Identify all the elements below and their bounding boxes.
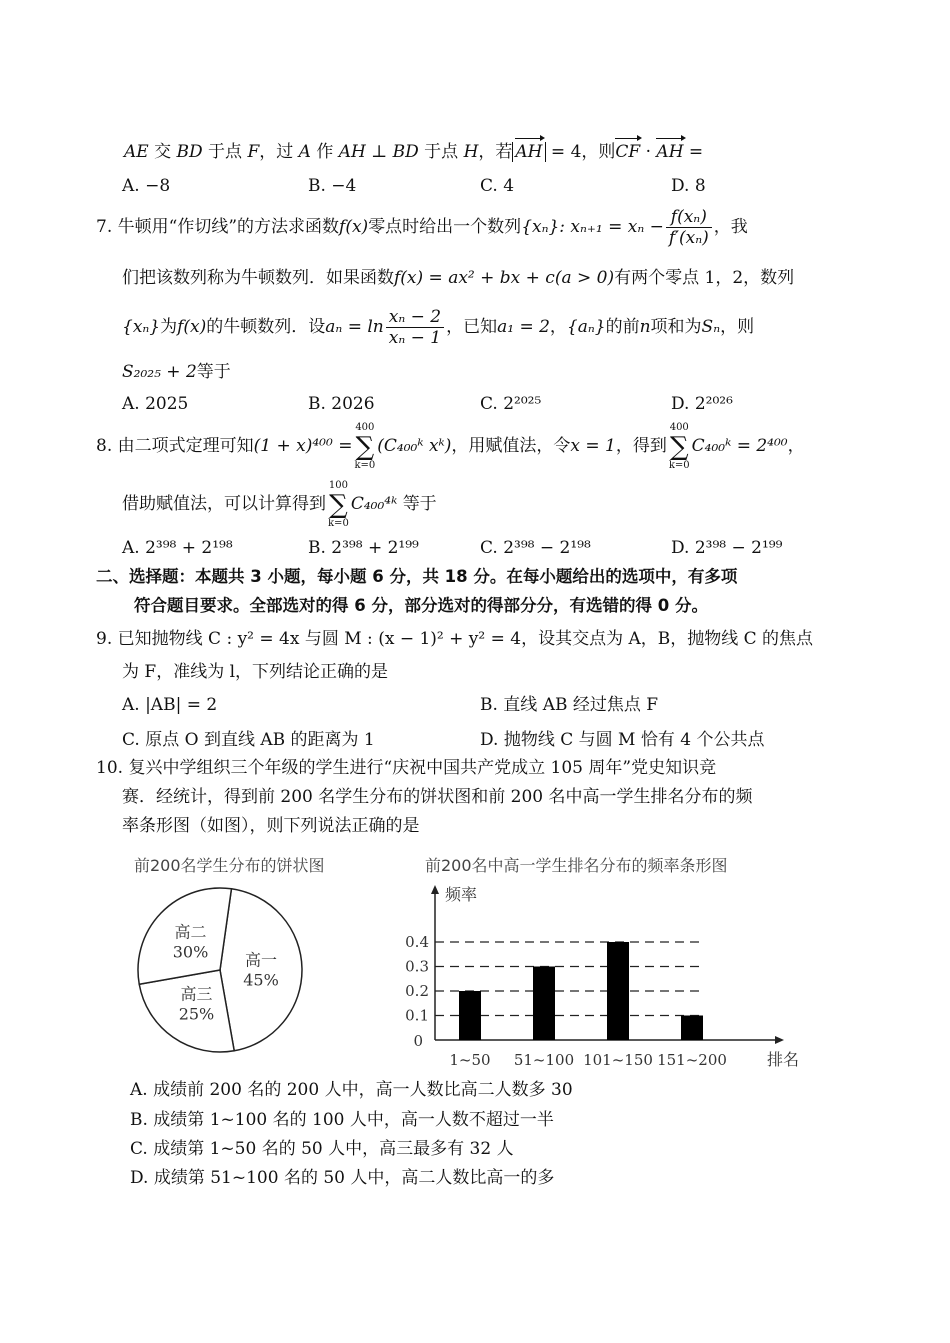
q7-text: 有两个零点 1，2，数列 <box>614 268 795 288</box>
q8-option-b: B. 2³⁹⁸ + 2¹⁹⁹ <box>308 538 419 558</box>
q6-vec-ah: AH <box>515 142 543 162</box>
q7-math: {xₙ} <box>521 217 560 237</box>
q8-sum-1 <box>354 422 375 472</box>
q8-option-a: A. 2³⁹⁸ + 2¹⁹⁸ <box>122 538 233 558</box>
q7-fraction-an <box>386 307 444 348</box>
q8-text: 由二项式定理可知 <box>117 436 254 456</box>
q7-option-b: B. 2026 <box>308 394 375 414</box>
q10-option-c: C. 成绩第 1~50 名的 50 人中，高三最多有 32 人 <box>130 1139 514 1159</box>
q7-math: f(x) <box>177 317 207 337</box>
q6-seg: 作 <box>310 142 339 162</box>
q7-text: 的牛顿数列．设 <box>206 317 326 337</box>
q8-sum-2 <box>669 422 690 472</box>
q8-line1 <box>96 420 805 472</box>
q10-line3: 率条形图（如图），则下列说法正确的是 <box>122 816 420 836</box>
bar-chart-title: 前200名中高一学生排名分布的频率条形图 <box>425 856 728 875</box>
q10-option-b: B. 成绩第 1~100 名的 100 人中，高一人数不超过一半 <box>130 1110 554 1130</box>
q6-seg: A <box>298 142 311 162</box>
q7-text: 们把该数列称为牛顿数列．如果函数 <box>122 268 394 288</box>
q7-line1 <box>96 205 748 249</box>
bar-chart <box>395 880 805 1075</box>
q8-number: 8. <box>96 436 113 456</box>
q6-seg: AH <box>338 142 366 162</box>
q7-text: 牛顿用“作切线”的方法求函数 <box>117 217 340 237</box>
q7-math: {aₙ} <box>566 317 606 337</box>
q8-sum-top: 400 <box>355 421 375 433</box>
q6-option-d: D. 8 <box>671 176 706 196</box>
q7-math: Sₙ <box>701 317 721 337</box>
q7-option-a: A. 2025 <box>122 394 189 414</box>
q8-sum2-bot: k=0 <box>328 517 349 529</box>
q7-option-c: C. 2²⁰²⁵ <box>480 394 542 414</box>
q6-line <box>124 140 703 164</box>
q7-text: ，则 <box>720 317 755 337</box>
bar-ytick-label: 0.4 <box>405 933 429 951</box>
pie-label-percent: 45% <box>243 970 279 990</box>
q7-math: f(x) = ax² + bx + c(a > 0) <box>394 268 615 288</box>
q8-math: x = 1 <box>570 436 616 456</box>
q7-number: 7. <box>96 217 113 237</box>
q7-frac-num: f(xₙ) <box>666 207 712 228</box>
q6-option-c: C. 4 <box>480 176 515 196</box>
bar-origin-label: 0 <box>413 1032 423 1050</box>
q8-text: 借助赋值法，可以计算得到 <box>122 494 326 514</box>
q6-seg: F <box>247 142 260 162</box>
bar-ytick-label: 0.1 <box>405 1006 429 1025</box>
q7-text: 的前 <box>605 317 640 337</box>
pie-label-percent: 30% <box>172 942 209 962</box>
q9-option-c: C. 原点 O 到直线 AB 的距离为 1 <box>122 730 375 750</box>
q6-seg: · <box>640 142 657 162</box>
q8-sum-top: 400 <box>669 421 689 433</box>
pie-chart-title: 前200名学生分布的饼状图 <box>134 856 325 875</box>
bar-ylabel: 频率 <box>445 885 478 904</box>
bar-xtick-label: 151~200 <box>657 1051 727 1069</box>
q6-option-b: B. −4 <box>308 176 357 196</box>
q6-seg: 交 <box>148 142 177 162</box>
q8-math: (1 + x)⁴⁰⁰ = <box>253 436 353 456</box>
q8-sigma-icon: ∑ <box>669 431 689 462</box>
bar-xtick-label: 51~100 <box>513 1051 575 1069</box>
q8-math: C₄₀₀⁴ᵏ <box>350 494 398 514</box>
q10-line1: 10. 复兴中学组织三个年级的学生进行“庆祝中国共产党成立 105 周年”党史知识竞 <box>96 758 717 778</box>
bar-ytick-label: 0.3 <box>405 957 429 976</box>
q6-abs <box>512 142 545 162</box>
q8-math: C₄₀₀ᵏ = 2⁴⁰⁰ <box>691 436 788 456</box>
q6-seg: = <box>683 142 704 162</box>
section2-line1: 二、选择题：本题共 3 小题，每小题 6 分，共 18 分。在每小题给出的选项中，有多项 <box>96 567 738 586</box>
q7-math: : xₙ₊₁ = xₙ − <box>559 217 664 237</box>
q10-option-a: A. 成绩前 200 名的 200 人中，高一人数比高二人数多 30 <box>130 1080 573 1100</box>
q6-seg: = 4，则 <box>545 142 616 162</box>
q6-seg: ，若 <box>478 142 513 162</box>
q6-vec-ah2: AH <box>656 142 684 162</box>
q8-sum-3 <box>328 480 349 530</box>
q6-seg: H <box>463 142 479 162</box>
q7-text: ，已知 <box>446 317 498 337</box>
pie-label-percent: 25% <box>178 1004 215 1024</box>
q9-option-a: A. |AB| = 2 <box>122 695 218 715</box>
q8-text: ， <box>787 436 805 456</box>
q7-an-num: xₙ − 2 <box>386 307 444 328</box>
q6-seg: AE <box>124 142 149 162</box>
q6-seg: 于点 <box>418 142 464 162</box>
q7-math: S₂₀₂₅ + 2 <box>122 362 197 382</box>
q7-text: ，我 <box>713 217 748 237</box>
q9-line2: 为 F，准线为 l，下列结论正确的是 <box>122 662 389 682</box>
pie-label-category: 高一 <box>244 950 278 970</box>
q8-sum-bot: k=0 <box>668 459 690 471</box>
q8-sigma-icon: ∑ <box>355 431 375 462</box>
q7-line4 <box>122 360 231 384</box>
q7-math: f(x) <box>339 217 369 237</box>
q8-text: ，用赋值法，令 <box>451 436 571 456</box>
bar-xtick-label: 101~150 <box>583 1051 653 1069</box>
bar-xtick-label: 1~50 <box>449 1051 491 1069</box>
q8-option-d: D. 2³⁹⁸ − 2¹⁹⁹ <box>671 538 783 558</box>
q6-seg: 于点 <box>202 142 248 162</box>
q7-line3 <box>122 305 754 349</box>
q9-option-d: D. 抛物线 C 与圆 M 恰有 4 个公共点 <box>480 730 765 750</box>
bar-101~150 <box>607 942 629 1040</box>
q8-text: 等于 <box>402 494 437 514</box>
q8-math: (C₄₀₀ᵏ xᵏ) <box>377 436 452 456</box>
q8-sigma-icon: ∑ <box>329 489 348 520</box>
q6-seg: ，过 <box>259 142 299 162</box>
q6-vec-cf: CF <box>615 142 641 162</box>
pie-label-category: 高三 <box>180 984 213 1004</box>
bar-51~100 <box>533 967 555 1041</box>
q6-seg: BD <box>392 142 419 162</box>
q9-option-b: B. 直线 AB 经过焦点 F <box>480 695 659 715</box>
q8-text: ，得到 <box>615 436 667 456</box>
q8-sum2-top: 100 <box>328 479 348 491</box>
pie-chart <box>130 880 310 1060</box>
q7-text: 为 <box>160 317 178 337</box>
section2-line2: 符合题目要求。全部选对的得 6 分，部分选对的得部分分，有选错的得 0 分。 <box>134 596 708 615</box>
bar-y-arrow-icon <box>431 885 439 894</box>
q6-seg: ⊥ <box>365 142 393 162</box>
q7-frac-den: f′(xₙ) <box>668 228 709 248</box>
q10-option-d: D. 成绩第 51~100 名的 50 人中，高二人数比高一的多 <box>130 1168 555 1188</box>
q7-math: n <box>639 317 651 337</box>
q7-option-d: D. 2²⁰²⁶ <box>671 394 733 414</box>
q8-option-c: C. 2³⁹⁸ − 2¹⁹⁸ <box>480 538 591 558</box>
q8-line2 <box>122 478 437 530</box>
q9-line1: 9. 已知抛物线 C : y² = 4x 与圆 M : (x − 1)² + y² = 4，设其交点为 A，B，抛物线 C 的焦点 <box>96 629 814 649</box>
q7-text: 项和为 <box>650 317 702 337</box>
q7-math: a₁ = 2 <box>497 317 550 337</box>
q7-text: 等于 <box>196 362 231 382</box>
bar-151~200 <box>681 1016 703 1041</box>
q7-fraction <box>666 207 712 248</box>
q6-seg: BD <box>176 142 203 162</box>
q8-sum-bot: k=0 <box>354 459 376 471</box>
q7-line2 <box>122 266 794 290</box>
q7-an-den: xₙ − 1 <box>388 328 442 348</box>
q7-text: 零点时给出一个数列 <box>368 217 522 237</box>
pie-label-category: 高二 <box>174 922 207 942</box>
q7-text: ， <box>549 317 567 337</box>
q7-math: aₙ = ln <box>325 317 384 337</box>
q10-line2: 赛．经统计，得到前 200 名学生分布的饼状图和前 200 名中高一学生排名分布的频 <box>122 787 753 807</box>
bar-x-arrow-icon <box>775 1036 784 1044</box>
bar-ytick-label: 0.2 <box>405 982 429 1000</box>
q6-option-a: A. −8 <box>122 176 171 196</box>
q7-math: {xₙ} <box>122 317 161 337</box>
bar-xlabel: 排名 <box>766 1050 800 1069</box>
bar-1~50 <box>459 991 481 1040</box>
